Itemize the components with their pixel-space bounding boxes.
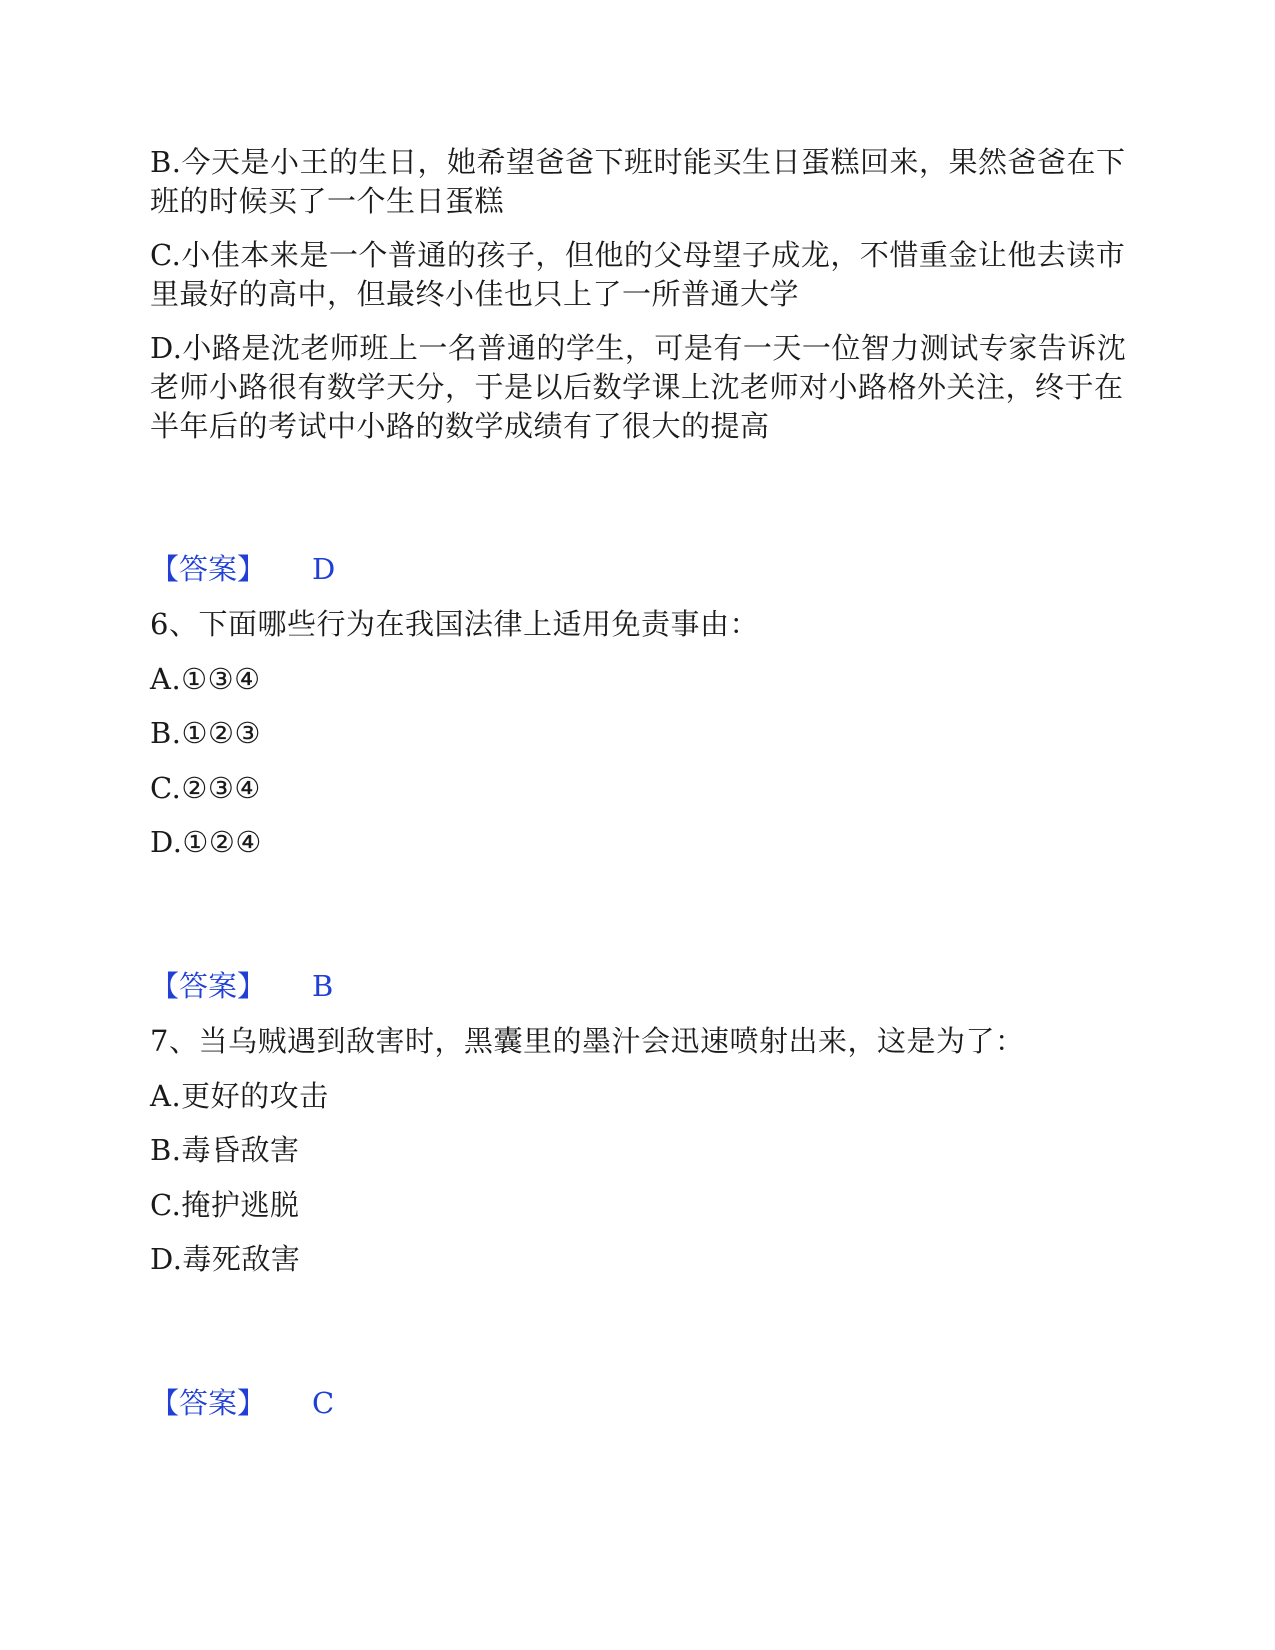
q5-option-d-line3: 半年后的考试中小路的数学成绩有了很大的提高 xyxy=(150,409,770,443)
q5-option-c-line2: 里最好的高中，但最终小佳也只上了一所普通大学 xyxy=(150,277,800,311)
q6-option-a: A.①③④ xyxy=(150,662,261,696)
answer-value: B xyxy=(312,969,334,1003)
answer-value: C xyxy=(312,1386,335,1420)
q5-option-c-line1: C.小佳本来是一个普通的孩子，但他的父母望子成龙，不惜重金让他去读市 xyxy=(150,238,1126,272)
q7-option-c: C.掩护逃脱 xyxy=(150,1188,300,1222)
answer-label: 【答案】 xyxy=(150,969,267,1003)
q5-option-d-line1: D.小路是沈老师班上一名普通的学生，可是有一天一位智力测试专家告诉沈 xyxy=(150,331,1127,365)
answer-label: 【答案】 xyxy=(150,1386,267,1420)
q7-option-a: A.更好的攻击 xyxy=(150,1079,329,1113)
q6-option-c: C.②③④ xyxy=(150,771,261,805)
answer-6 xyxy=(150,966,333,1006)
q7-option-d: D.毒死敌害 xyxy=(150,1242,301,1276)
answer-5 xyxy=(150,549,335,589)
q6-stem: 6、下面哪些行为在我国法律上适用免责事由： xyxy=(150,607,759,641)
answer-label: 【答案】 xyxy=(150,552,267,586)
q5-option-b-line1: B.今天是小王的生日，她希望爸爸下班时能买生日蛋糕回来，果然爸爸在下 xyxy=(150,145,1126,179)
q5-option-d-line2: 老师小路很有数学天分，于是以后数学课上沈老师对小路格外关注，终于在 xyxy=(150,370,1124,404)
q6-option-d: D.①②④ xyxy=(150,825,262,859)
answer-7 xyxy=(150,1383,334,1423)
q6-option-b: B.①②③ xyxy=(150,716,262,750)
q7-stem: 7、当乌贼遇到敌害时，黑囊里的墨汁会迅速喷射出来，这是为了： xyxy=(150,1024,1025,1058)
q5-option-b-line2: 班的时候买了一个生日蛋糕 xyxy=(150,184,505,218)
answer-value: D xyxy=(312,552,336,586)
q7-option-b: B.毒昏敌害 xyxy=(150,1133,300,1167)
